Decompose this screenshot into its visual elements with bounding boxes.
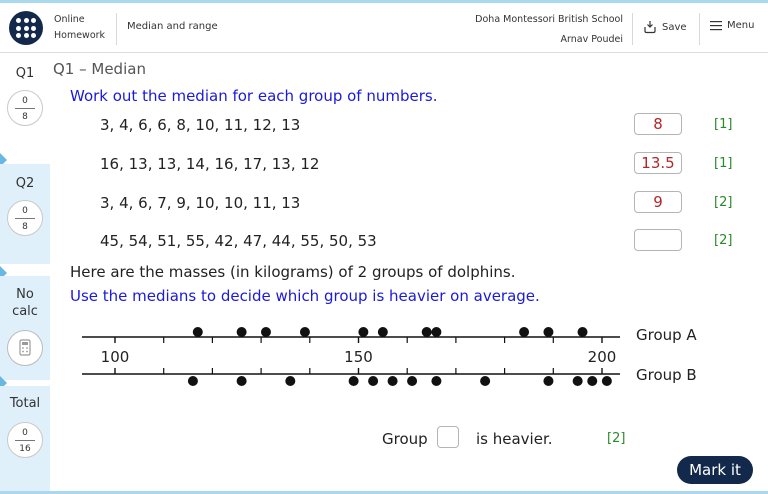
score-total: 8 bbox=[22, 112, 28, 122]
tick-label: 100 bbox=[100, 348, 130, 366]
school-name: Doha Montessori British School bbox=[475, 14, 623, 25]
sidebar-item-q1[interactable] bbox=[0, 54, 50, 154]
marks-label-3: [2] bbox=[714, 195, 733, 210]
app-frame bbox=[0, 3, 768, 491]
save-button[interactable] bbox=[643, 20, 687, 34]
score-value: 0 bbox=[22, 96, 28, 106]
hamburger-icon bbox=[710, 20, 722, 31]
header bbox=[0, 3, 768, 53]
topic-title: Median and range bbox=[127, 21, 218, 32]
data-point-group-b bbox=[407, 376, 417, 386]
group-answer-input[interactable] bbox=[437, 426, 459, 448]
data-point-group-a bbox=[300, 327, 310, 337]
dot-plot-chart bbox=[70, 318, 630, 393]
brand-line-2: Homework bbox=[54, 30, 106, 41]
data-point-group-a bbox=[578, 327, 588, 337]
answer-input-4[interactable] bbox=[634, 229, 682, 251]
data-point-group-a bbox=[543, 327, 553, 337]
data-point-group-a bbox=[431, 327, 441, 337]
score-circle bbox=[7, 422, 43, 458]
data-point-group-b bbox=[349, 376, 359, 386]
data-point-group-a bbox=[519, 327, 529, 337]
brand-name bbox=[54, 12, 105, 44]
data-point-group-a bbox=[261, 327, 271, 337]
divider bbox=[632, 13, 633, 45]
sidebar-item-no-calc[interactable] bbox=[0, 276, 50, 380]
sidebar-item-label: Q2 bbox=[15, 176, 35, 191]
menu-button[interactable] bbox=[710, 20, 754, 31]
brand-line-1: Online bbox=[54, 14, 85, 25]
data-point-group-a bbox=[422, 327, 432, 337]
sidebar-item-q2[interactable] bbox=[0, 164, 50, 264]
save-icon bbox=[643, 20, 657, 34]
dolphin-description: Here are the masses (in kilograms) of 2 groups of dolphins. bbox=[70, 263, 516, 281]
heavier-text: is heavier. bbox=[476, 430, 553, 448]
score-total: 8 bbox=[22, 222, 28, 232]
score-circle bbox=[7, 90, 43, 126]
question-title: Q1 – Median bbox=[53, 60, 146, 78]
data-point-group-b bbox=[602, 376, 612, 386]
save-label: Save bbox=[662, 21, 687, 33]
account-info bbox=[475, 10, 623, 50]
data-point-group-b bbox=[573, 376, 583, 386]
divider bbox=[699, 13, 700, 45]
number-list-row-3: 3, 4, 6, 7, 9, 10, 10, 11, 13 bbox=[100, 194, 301, 212]
mark-it-button[interactable]: Mark it bbox=[677, 456, 753, 484]
data-point-group-a bbox=[193, 327, 203, 337]
data-point-group-b bbox=[480, 376, 490, 386]
tick-label: 150 bbox=[344, 348, 373, 366]
score-circle bbox=[7, 200, 43, 236]
data-point-group-b bbox=[188, 376, 198, 386]
data-point-group-b bbox=[285, 376, 295, 386]
dolphin-instruction: Use the medians to decide which group is heavier on average. bbox=[70, 287, 540, 305]
menu-label: Menu bbox=[727, 20, 755, 31]
question-instruction: Work out the median for each group of numbers. bbox=[70, 87, 438, 105]
answer-input-3[interactable]: 9 bbox=[634, 191, 682, 213]
apps-grid-icon[interactable] bbox=[9, 11, 43, 45]
legend-group-a: Group A bbox=[636, 326, 697, 344]
marks-label-5: [2] bbox=[607, 431, 626, 446]
answer-input-1[interactable]: 8 bbox=[634, 113, 682, 135]
question-sidebar bbox=[0, 54, 50, 491]
score-total: 16 bbox=[19, 444, 31, 454]
number-list-row-4: 45, 54, 51, 55, 42, 47, 44, 55, 50, 53 bbox=[100, 232, 377, 250]
student-name: Arnav Poudei bbox=[560, 34, 623, 45]
sidebar-item-label: Q1 bbox=[15, 66, 35, 81]
marks-label-1: [1] bbox=[714, 117, 733, 132]
sidebar-item-total[interactable] bbox=[0, 386, 50, 491]
score-value: 0 bbox=[22, 428, 28, 438]
calculator-crossed-icon bbox=[7, 330, 43, 366]
no-calc-label: No calc bbox=[12, 287, 38, 319]
data-point-group-a bbox=[237, 327, 247, 337]
data-point-group-b bbox=[388, 376, 398, 386]
group-word: Group bbox=[382, 430, 428, 448]
data-point-group-a bbox=[358, 327, 368, 337]
legend-group-b: Group B bbox=[636, 366, 697, 384]
data-point-group-b bbox=[431, 376, 441, 386]
number-list-row-2: 16, 13, 13, 14, 16, 17, 13, 12 bbox=[100, 155, 320, 173]
marks-label-4: [2] bbox=[714, 233, 733, 248]
data-point-group-b bbox=[543, 376, 553, 386]
divider bbox=[116, 13, 117, 45]
score-value: 0 bbox=[22, 206, 28, 216]
sidebar-item-label: Total bbox=[9, 396, 41, 411]
marks-label-2: [1] bbox=[714, 156, 733, 171]
data-point-group-b bbox=[368, 376, 378, 386]
data-point-group-b bbox=[237, 376, 247, 386]
tick-label: 200 bbox=[587, 348, 617, 366]
data-point-group-b bbox=[587, 376, 597, 386]
answer-input-2[interactable]: 13.5 bbox=[634, 152, 682, 174]
number-list-row-1: 3, 4, 6, 6, 8, 10, 11, 12, 13 bbox=[100, 116, 301, 134]
data-point-group-a bbox=[378, 327, 388, 337]
